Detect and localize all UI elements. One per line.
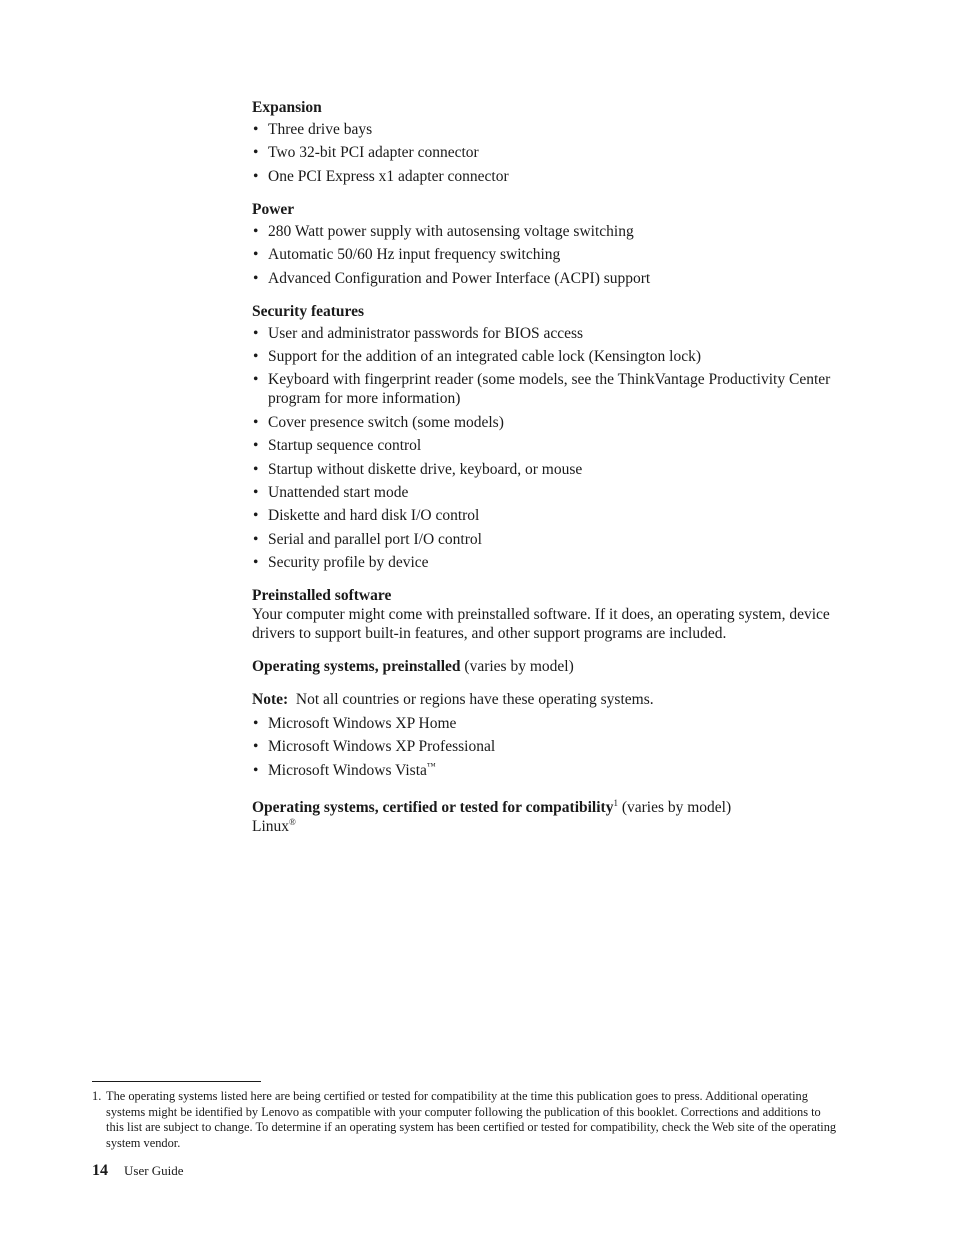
list-item: • 280 Watt power supply with autosensing voltage switching	[252, 222, 842, 241]
software-section	[252, 586, 842, 643]
linux-label: Linux	[252, 817, 290, 835]
security-heading: Security features	[252, 302, 365, 320]
os-certified-heading: Operating systems, certified or tested for compatibility	[252, 798, 614, 816]
trademark-mark: ™	[426, 760, 436, 771]
os-preinstalled-section	[252, 690, 842, 780]
list-item: • Keyboard with fingerprint reader (some models, see the ThinkVantage Productivity Center program for more information)	[252, 370, 842, 408]
list-item: • Unattended start mode	[252, 483, 842, 502]
footnote-rule	[92, 1081, 261, 1082]
list-item: • Two 32-bit PCI adapter connector	[252, 143, 842, 162]
list-item: • Automatic 50/60 Hz input frequency switching	[252, 245, 842, 264]
footnote-number: 1.	[92, 1089, 102, 1103]
footnote-reference: 1	[613, 797, 618, 808]
page-footer	[92, 1162, 184, 1180]
list-item: • One PCI Express x1 adapter connector	[252, 167, 842, 186]
os-preinstalled-suffix: (varies by model)	[460, 658, 574, 676]
list-item: • Startup sequence control	[252, 436, 842, 455]
registered-mark: ®	[289, 816, 296, 827]
list-item: • Cover presence switch (some models)	[252, 413, 842, 432]
os-name: Microsoft Windows Vista	[268, 761, 427, 779]
list-item: • Security profile by device	[252, 553, 842, 572]
expansion-list	[252, 120, 842, 186]
os-preinstalled-heading: Operating systems, preinstalled	[252, 658, 461, 676]
list-item: • Three drive bays	[252, 120, 842, 139]
os-certified-suffix: (varies by model)	[617, 798, 732, 816]
note	[252, 690, 842, 709]
page-number: 14	[92, 1162, 108, 1179]
list-item: • User and administrator passwords for BIOS access	[252, 324, 842, 343]
list-item: • Support for the addition of an integrated cable lock (Kensington lock)	[252, 347, 842, 366]
list-item: • Startup without diskette drive, keyboard, or mouse	[252, 460, 842, 479]
os-certified-linux	[252, 817, 842, 836]
power-list	[252, 222, 842, 288]
list-item: • Diskette and hard disk I/O control	[252, 506, 842, 525]
footnote-text: The operating systems listed here are being certified or tested for compatibility at the time this publication goes to press. Additional operating systems might be identified by Lenovo as compatible with your computer following the publication of this booklet. Corrections and additions to this list are subject to change. To determine if an operating system has been certified or tested for compatibility, check the Web site of the operating system vendor.	[106, 1089, 837, 1150]
os-preinstalled-heading-line	[252, 657, 842, 676]
expansion-section	[252, 98, 842, 186]
power-heading: Power	[252, 200, 295, 218]
page-title: User Guide	[124, 1163, 184, 1178]
os-preinstalled-list	[252, 714, 842, 780]
expansion-heading: Expansion	[252, 99, 322, 116]
list-item: • Microsoft Windows XP Professional	[252, 737, 842, 756]
list-item: • Microsoft Windows XP Home	[252, 714, 842, 733]
software-paragraph: Your computer might come with preinstalled software. If it does, an operating system, device drivers to support built-in features, and other support programs are included.	[252, 606, 830, 643]
note-text: Not all countries or regions have these operating systems.	[288, 691, 654, 709]
security-section	[252, 302, 842, 573]
software-heading: Preinstalled software	[252, 587, 392, 605]
note-label: Note:	[252, 691, 289, 709]
list-item: • Serial and parallel port I/O control	[252, 530, 842, 549]
page-content	[252, 98, 842, 836]
security-list	[252, 324, 842, 573]
footnote	[92, 1089, 837, 1151]
power-section	[252, 200, 842, 288]
os-certified-heading-line	[252, 798, 842, 817]
list-item: • Advanced Configuration and Power Interface (ACPI) support	[252, 269, 842, 288]
list-item	[252, 761, 842, 780]
os-certified-section	[252, 798, 842, 836]
